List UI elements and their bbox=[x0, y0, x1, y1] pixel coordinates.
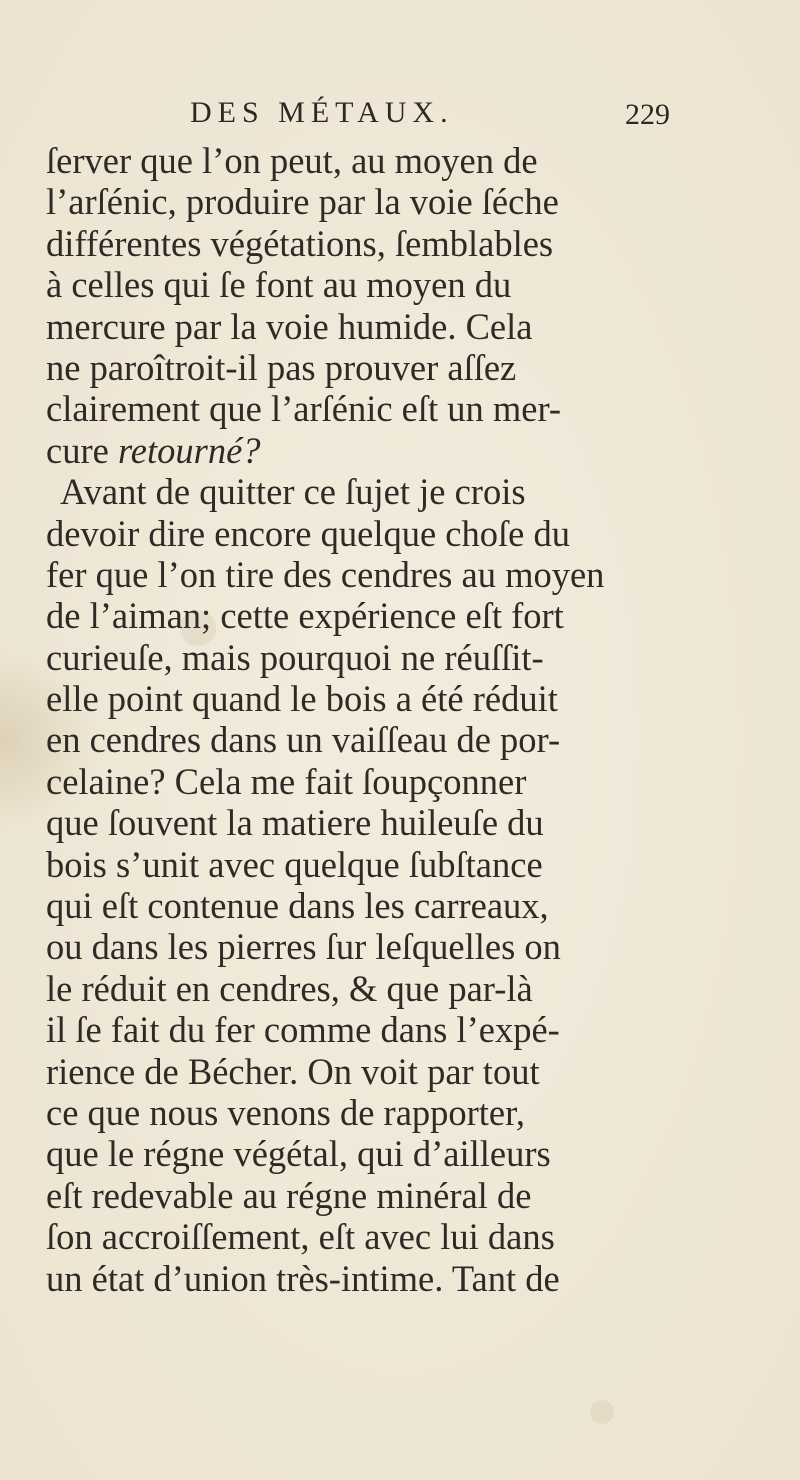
text-line: il ſe fait du fer comme dans l’expé- bbox=[46, 1009, 560, 1051]
page-header bbox=[190, 96, 670, 144]
text-line: différentes végétations, ſemblables bbox=[46, 222, 554, 264]
text-line: fer que l’on tire des cendres au moyen bbox=[46, 553, 605, 595]
page-number: 229 bbox=[625, 98, 670, 131]
italic-phrase: retourné? bbox=[117, 429, 261, 471]
text-line: celaine? Cela me fait ſoupçonner bbox=[46, 760, 527, 802]
text-line: clairement que l’arſénic eſt un mer- bbox=[46, 388, 562, 430]
text-line: curieuſe, mais pourquoi ne réuſſit- bbox=[46, 636, 544, 678]
text-line: qui eſt contenue dans les carreaux, bbox=[46, 885, 549, 927]
text-line: ſon accroiſſement, eſt avec lui dans bbox=[46, 1216, 555, 1258]
text-line: rience de Bécher. On voit par tout bbox=[46, 1050, 540, 1092]
text-line: le réduit en cendres, & que par-là bbox=[46, 967, 533, 1009]
text-line: elle point quand le bois a été réduit bbox=[46, 678, 558, 720]
text-line: en cendres dans un vaiſſeau de por- bbox=[46, 719, 561, 761]
text-line-with-italic bbox=[46, 430, 776, 471]
text-line: ſerver que l’on peut, au moyen de bbox=[46, 140, 538, 181]
text-line: eſt redevable au régne minéral de bbox=[46, 1174, 532, 1216]
body-text bbox=[46, 140, 776, 1299]
text-line: ou dans les pierres ſur leſquelles on bbox=[46, 926, 561, 968]
text-line: ce que nous venons de rapporter, bbox=[46, 1091, 525, 1133]
text-line: devoir dire encore quelque choſe du bbox=[46, 512, 570, 554]
paragraph-start-line: Avant de quitter ce ſujet je crois bbox=[60, 471, 526, 513]
text-line: à celles qui ſe font au moyen du bbox=[46, 264, 512, 306]
paper-stain bbox=[590, 1400, 614, 1424]
text-line: l’arſénic, produire par la voie ſéche bbox=[46, 181, 559, 223]
text-line: que le régne végétal, qui d’ailleurs bbox=[46, 1133, 551, 1175]
running-head: DES MÉTAUX. bbox=[190, 96, 454, 129]
text-line: de l’aiman; cette expérience eſt fort bbox=[46, 595, 564, 637]
text-line: un état d’union très-intime. Tant de bbox=[46, 1257, 560, 1299]
text-line: bois s’unit avec quelque ſubſtance bbox=[46, 843, 543, 885]
text-line: ne paroîtroit-il pas prouver aſſez bbox=[46, 346, 517, 388]
text-fragment: cure bbox=[46, 429, 118, 471]
text-line: mercure par la voie humide. Cela bbox=[46, 305, 533, 347]
text-line: que ſouvent la matiere huileuſe du bbox=[46, 802, 544, 844]
